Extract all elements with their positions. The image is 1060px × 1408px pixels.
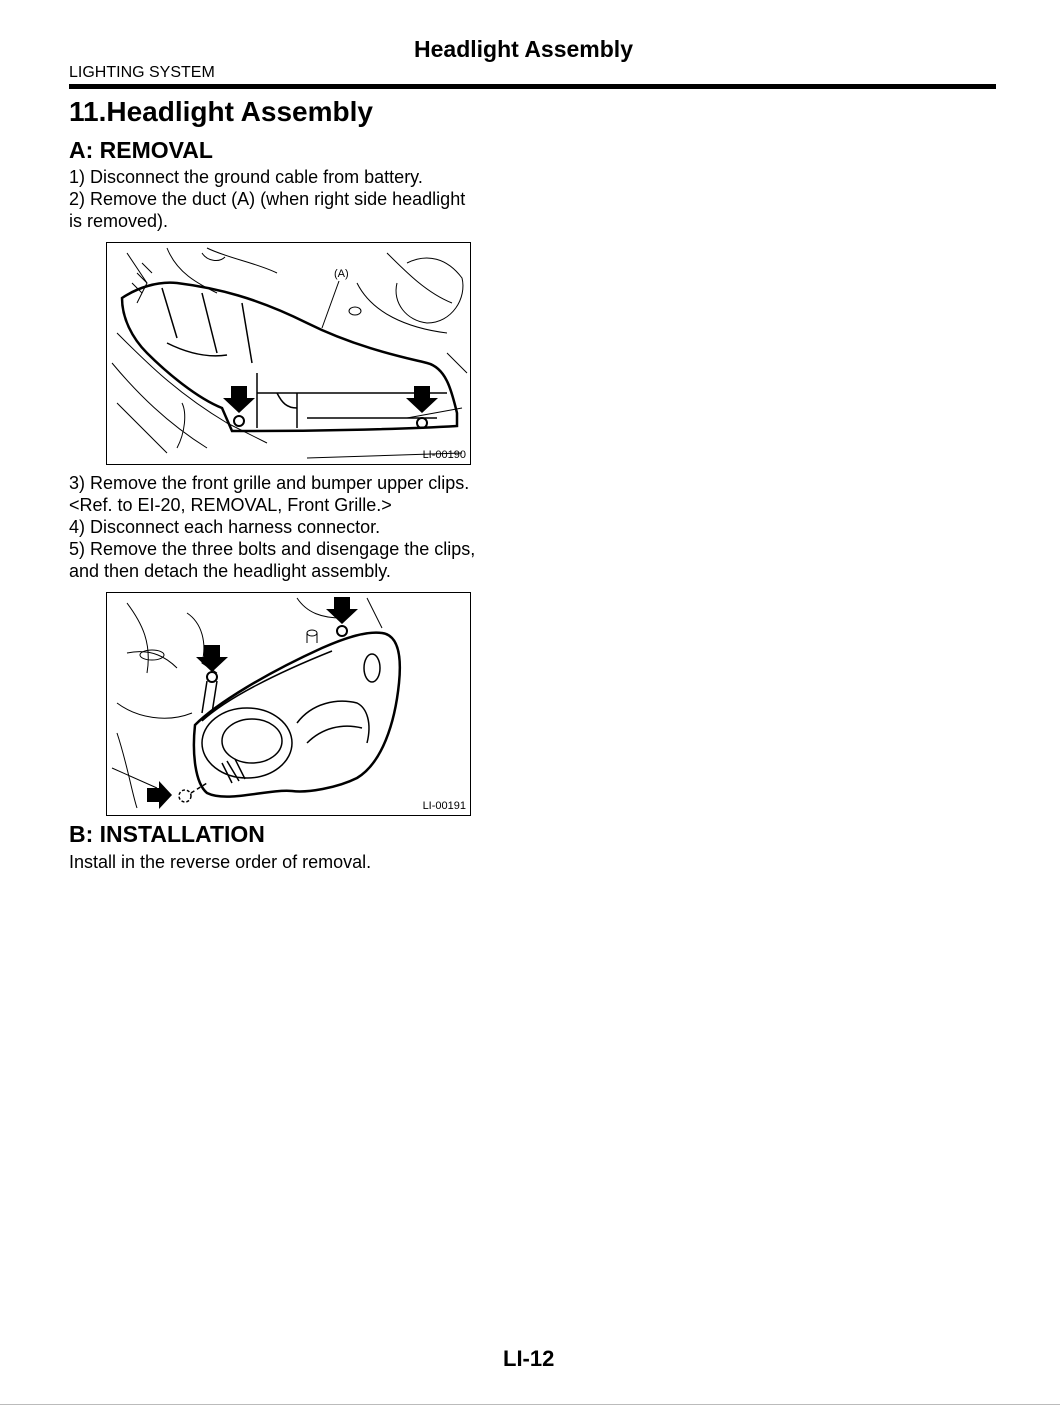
page-bottom-divider	[0, 1404, 1060, 1405]
callout-label-a: (A)	[334, 268, 349, 280]
step-line: 2) Remove the duct (A) (when right side headlight	[69, 189, 466, 209]
step-line: 1) Disconnect the ground cable from battery.	[69, 167, 423, 187]
page-number: LI-12	[503, 1346, 555, 1371]
installation-heading: B: INSTALLATION	[69, 821, 265, 847]
header-divider	[69, 84, 996, 89]
figure-code: LI-00191	[422, 800, 466, 812]
figure-code: LI-00190	[422, 449, 466, 461]
headlight-illustration	[107, 593, 470, 815]
running-header-title: Headlight Assembly	[414, 36, 633, 62]
removal-steps-2	[69, 472, 514, 582]
section-title: 11.Headlight Assembly	[69, 96, 373, 127]
installation-text: Install in the reverse order of removal.	[69, 852, 372, 872]
removal-steps-1	[69, 166, 514, 232]
step-line: 3) Remove the front grille and bumper upper clips.	[69, 473, 470, 493]
step-line: <Ref. to EI-20, REMOVAL, Front Grille.>	[69, 495, 392, 515]
removal-heading: A: REMOVAL	[69, 137, 213, 163]
step-line: 5) Remove the three bolts and disengage the clips,	[69, 539, 476, 559]
duct-illustration	[107, 243, 470, 464]
step-line: and then detach the headlight assembly.	[69, 561, 391, 581]
headlight-removal-figure	[106, 592, 471, 816]
step-line: 4) Disconnect each harness connector.	[69, 517, 381, 537]
step-line: is removed).	[69, 211, 169, 231]
duct-removal-figure	[106, 242, 471, 465]
running-header-section: LIGHTING SYSTEM	[69, 64, 215, 81]
